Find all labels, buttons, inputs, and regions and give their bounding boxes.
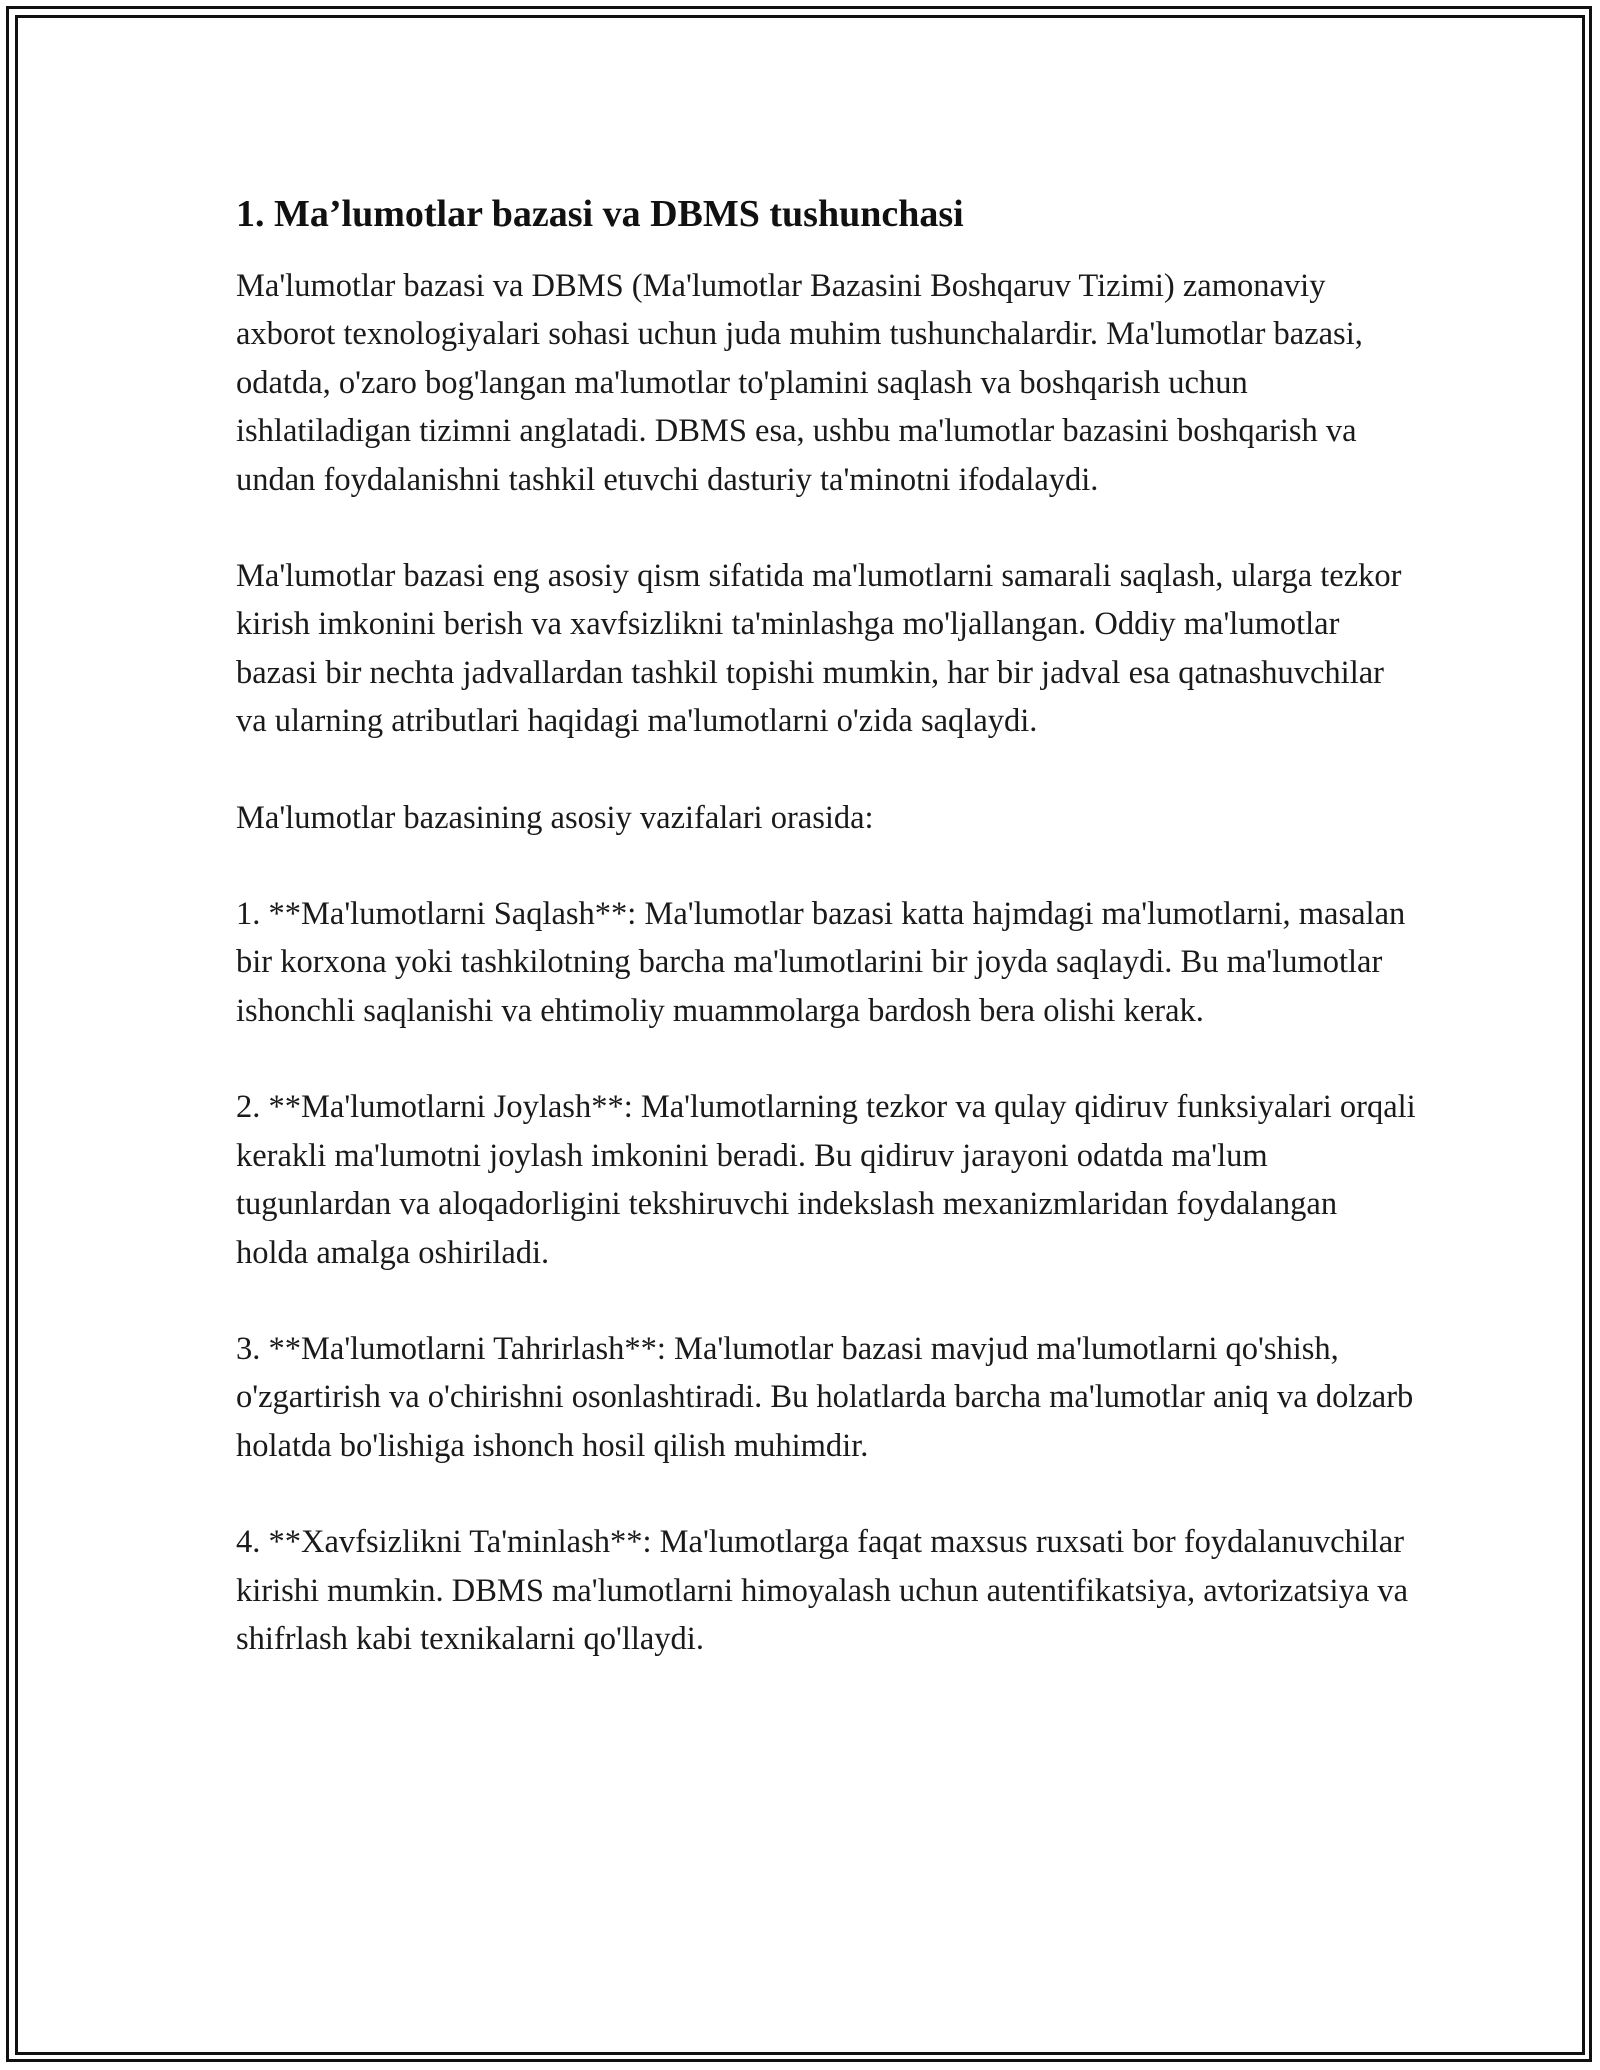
document-body bbox=[236, 188, 1416, 1711]
paragraph-intro: Ma'lumotlar bazasi va DBMS (Ma'lumotlar Bazasini Boshqaruv Tizimi) zamonaviy axborot texnologiyalari sohasi uchun juda muhim tushunchalardir. Ma'lumotlar bazasi, odatda, o'zaro bog'langan ma'lumotlar to'plamini saqlash va boshqarish uchun ishlatiladigan tizimni anglatadi. DBMS esa, ushbu ma'lumotlar bazasini boshqarish va undan foydalanishni tashkil etuvchi dasturiy ta'minotni ifodalaydi. bbox=[236, 268, 1363, 498]
section-title: 1. Ma’lumotlar bazasi va DBMS tushunchasi bbox=[236, 193, 964, 235]
list-item-storage: 1. **Ma'lumotlarni Saqlash**: Ma'lumotlar bazasi katta hajmdagi ma'lumotlarni, masalan bir korxona yoki tashkilotning barcha ma'lumotlarini bir joyda saqlaydi. Bu ma'lumotlar ishonchli saqlanishi va ehtimoliy muammolarga bardosh bera olishi kerak. bbox=[236, 896, 1406, 1029]
paragraph-purpose: Ma'lumotlar bazasi eng asosiy qism sifatida ma'lumotlarni samarali saqlash, ularga tezkor kirish imkonini berish va xavfsizlikni ta'minlashga mo'ljallangan. Oddiy ma'lumotlar bazasi bir nechta jadvallardan tashkil topishi mumkin, har bir jadval esa qatnashuvchilar va ularning atributlari haqidagi ma'lumotlarni o'zida saqlaydi. bbox=[236, 558, 1402, 740]
list-item-security: 4. **Xavfsizlikni Ta'minlash**: Ma'lumotlarga faqat maxsus ruxsati bor foydalanuvchilar kirishi mumkin. DBMS ma'lumotlarni himoyalash uchun autentifikatsiya, avtorizatsiya va shifrlash kabi texnikalarni qo'llaydi. bbox=[236, 1524, 1409, 1657]
list-item-retrieval: 2. **Ma'lumotlarni Joylash**: Ma'lumotlarning tezkor va qulay qidiruv funksiyalari orqali kerakli ma'lumotni joylash imkonini beradi. Bu qidiruv jarayoni odatda ma'lum tugunlardan va aloqadorligini tekshiruvchi indekslash mexanizmlaridan foydalangan holda amalga oshiriladi. bbox=[236, 1089, 1416, 1271]
paragraph-functions-lead: Ma'lumotlar bazasining asosiy vazifalari orasida: bbox=[236, 799, 874, 836]
list-item-editing: 3. **Ma'lumotlarni Tahrirlash**: Ma'lumotlar bazasi mavjud ma'lumotlarni qo'shish, o'zgartirish va o'chirishni osonlashtiradi. Bu holatlarda barcha ma'lumotlar aniq va dolzarb holatda bo'lishiga ishonch hosil qilish muhimdir. bbox=[236, 1330, 1414, 1464]
